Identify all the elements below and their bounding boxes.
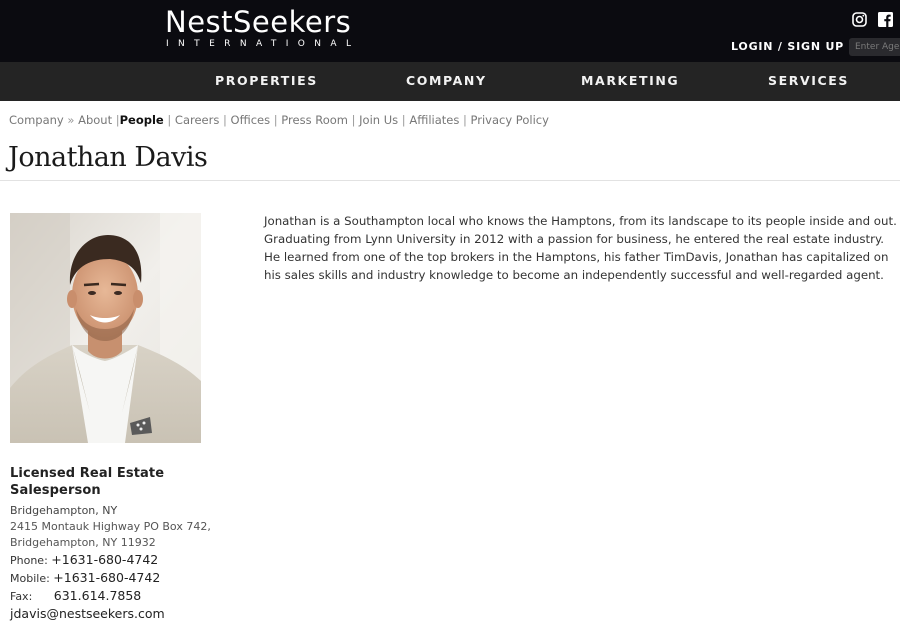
agent-email-link[interactable]: jdavis@nestseekers.com [10, 606, 165, 621]
agent-photo [10, 213, 201, 443]
phone-label: Phone: [10, 554, 48, 567]
fax-label: Fax: [10, 590, 33, 603]
office-address-line2: Bridgehampton, NY 11932 [10, 536, 156, 549]
nav-item-properties[interactable]: PROPERTIES [215, 73, 318, 88]
logo-wordmark: NestSeekers [165, 5, 352, 39]
login-signup-link[interactable]: LOGIN / SIGN UP [731, 40, 845, 53]
nav-item-marketing[interactable]: MARKETING [581, 73, 680, 88]
title-divider [0, 180, 900, 181]
site-logo[interactable] [165, 6, 360, 50]
agent-bio: Jonathan is a Southampton local who knows the Hamptons, from its landscape to its people inside and out. Graduating from Lynn University in 2012 with a passion for business, he entered the real estate industry. He learned from one of the top brokers in the Hamptons, his father TimDavis, Jonathan has capitalized on his sales skills and industry knowledge to become an independently successful and well-regarded agent. [264, 214, 897, 282]
phone-number[interactable]: +1631-680-4742 [51, 552, 159, 567]
breadcrumb-separator: | [115, 113, 120, 127]
instagram-icon[interactable] [852, 12, 867, 27]
office-city: Bridgehampton, NY [10, 504, 118, 517]
site-header [0, 0, 900, 62]
breadcrumb-separator: | [462, 113, 467, 127]
breadcrumb-separator: | [223, 113, 227, 127]
facebook-icon[interactable] [878, 12, 893, 27]
office-address-line1: 2415 Montauk Highway PO Box 742, [10, 520, 211, 533]
mobile-row [10, 569, 220, 587]
breadcrumb-privacy-policy[interactable]: Privacy Policy [470, 113, 549, 127]
breadcrumb-separator: | [351, 113, 356, 127]
breadcrumb-join-us[interactable]: Join Us [359, 113, 399, 127]
nav-item-company[interactable]: COMPANY [406, 73, 487, 88]
phone-row [10, 551, 220, 569]
breadcrumb-separator: | [167, 113, 172, 127]
main-nav [0, 62, 900, 101]
agent-search-input[interactable] [849, 38, 900, 56]
breadcrumb-separator: | [401, 113, 406, 127]
breadcrumb-people[interactable]: People [119, 113, 164, 127]
breadcrumb-press-room[interactable]: Press Room [281, 113, 348, 127]
breadcrumb-arrow: » [67, 113, 75, 127]
breadcrumb-affiliates[interactable]: Affiliates [409, 113, 460, 127]
fax-number: 631.614.7858 [53, 588, 142, 603]
breadcrumb [9, 113, 549, 127]
fax-row [10, 587, 220, 605]
agent-role: Licensed Real Estate Salesperson [10, 466, 165, 498]
breadcrumb-careers[interactable]: Careers [174, 113, 220, 127]
breadcrumb-separator: | [273, 113, 278, 127]
agent-contact-card [10, 465, 220, 621]
nav-item-services[interactable]: SERVICES [768, 73, 850, 88]
page-title: Jonathan Davis [8, 142, 208, 173]
breadcrumb-offices[interactable]: Offices [230, 113, 271, 127]
mobile-number[interactable]: +1631-680-4742 [53, 570, 161, 585]
breadcrumb-company[interactable]: Company [9, 113, 64, 127]
breadcrumb-about[interactable]: About [78, 113, 113, 127]
logo-subtitle: INTERNATIONAL [166, 39, 361, 49]
mobile-label: Mobile: [10, 572, 50, 585]
